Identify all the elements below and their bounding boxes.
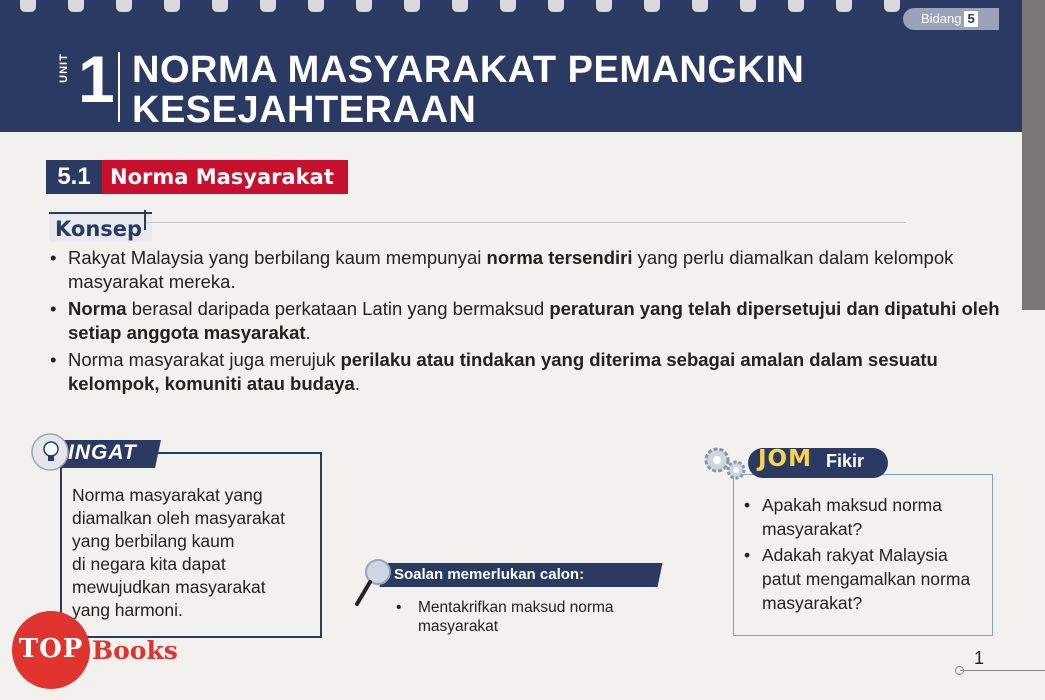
bidang-label: Bidang <box>921 11 962 26</box>
ingat-label: INGAT <box>68 441 137 464</box>
ingat-body <box>72 484 312 622</box>
jom-fikir-question: • Apakah maksud norma masyarakat? <box>742 493 982 541</box>
konsep-bullet-list <box>48 246 1003 399</box>
konsep-marker <box>144 210 146 230</box>
magnifier-icon <box>354 556 394 608</box>
page-number-rule <box>960 670 1045 671</box>
gears-icon <box>702 444 756 482</box>
topbooks-logo <box>12 611 90 689</box>
soalan-item-line2: masyarakat <box>418 618 499 635</box>
bullet-bold-text: Norma <box>68 298 127 319</box>
soalan-item <box>396 598 666 636</box>
unit-divider <box>118 52 120 122</box>
bullet-text: . <box>305 322 311 343</box>
soalan-bullet: • <box>396 599 402 616</box>
page-edge <box>1022 0 1045 310</box>
bullet-text: Norma masyarakat juga merujuk <box>68 349 341 370</box>
konsep-bullet <box>48 246 1003 294</box>
jom-fikir-questions <box>742 493 982 617</box>
unit-label: UNIT <box>57 53 70 83</box>
bidang-number: 5 <box>964 11 977 27</box>
ingat-line: yang berbilang kaum <box>72 531 235 551</box>
bullet-text: berasal daripada perkataan Latin yang bermaksud <box>126 298 550 319</box>
page-number: 1 <box>974 648 985 668</box>
binding-rings <box>0 0 1030 14</box>
ingat-line: diamalkan oleh masyarakat <box>72 508 286 528</box>
ingat-line: mewujudkan masyarakat <box>72 577 266 597</box>
lightbulb-icon <box>30 432 70 472</box>
konsep-bullet <box>48 297 1003 345</box>
ingat-line: di negara kita dapat <box>72 554 226 574</box>
chapter-title <box>132 50 1012 130</box>
page-number-dot <box>955 666 964 675</box>
logo-top-text: TOP <box>18 634 84 664</box>
bullet-text: Rakyat Malaysia yang berbilang kaum mempunyai <box>68 247 487 268</box>
bullet-text: . <box>354 373 360 394</box>
bullet-bold-text: norma tersendiri <box>486 247 633 268</box>
chapter-title-line1: NORMA MASYARAKAT PEMANGKIN <box>132 49 805 91</box>
logo-books-text: Books <box>92 636 178 665</box>
konsep-label: Konsep <box>49 212 152 242</box>
unit-number: 1 <box>78 42 115 116</box>
soalan-item-line1: Mentakrifkan maksud norma <box>418 599 614 616</box>
konsep-divider <box>146 222 906 223</box>
konsep-bullet <box>48 348 1003 396</box>
soalan-label: Soalan memerlukan calon: <box>394 566 585 583</box>
jom-fikir-question: • Adakah rakyat Malaysia patut mengamalkan norma masyarakat? <box>742 543 982 615</box>
ingat-line: Norma masyarakat yang <box>72 485 263 505</box>
section-number: 5.1 <box>46 160 102 194</box>
chapter-title-line2: KESEJAHTERAAN <box>132 89 477 131</box>
ingat-line: yang harmoni. <box>72 600 183 620</box>
fikir-label: Fikir <box>826 451 865 471</box>
bidang-badge <box>903 8 999 30</box>
jom-label: JOM <box>758 446 812 472</box>
bullet-bold-text: peraturan yang telah dipersetujui dan dipatuhi oleh setiap anggota masyarakat <box>68 298 1000 343</box>
bullet-text: yang perlu diamalkan dalam kelompok masyarakat mereka. <box>68 247 954 292</box>
section-title: Norma Masyarakat <box>102 160 348 194</box>
bullet-bold-text: perilaku atau tindakan yang diterima sebagai amalan dalam sesuatu kelompok, komuniti atau budaya <box>68 349 938 394</box>
